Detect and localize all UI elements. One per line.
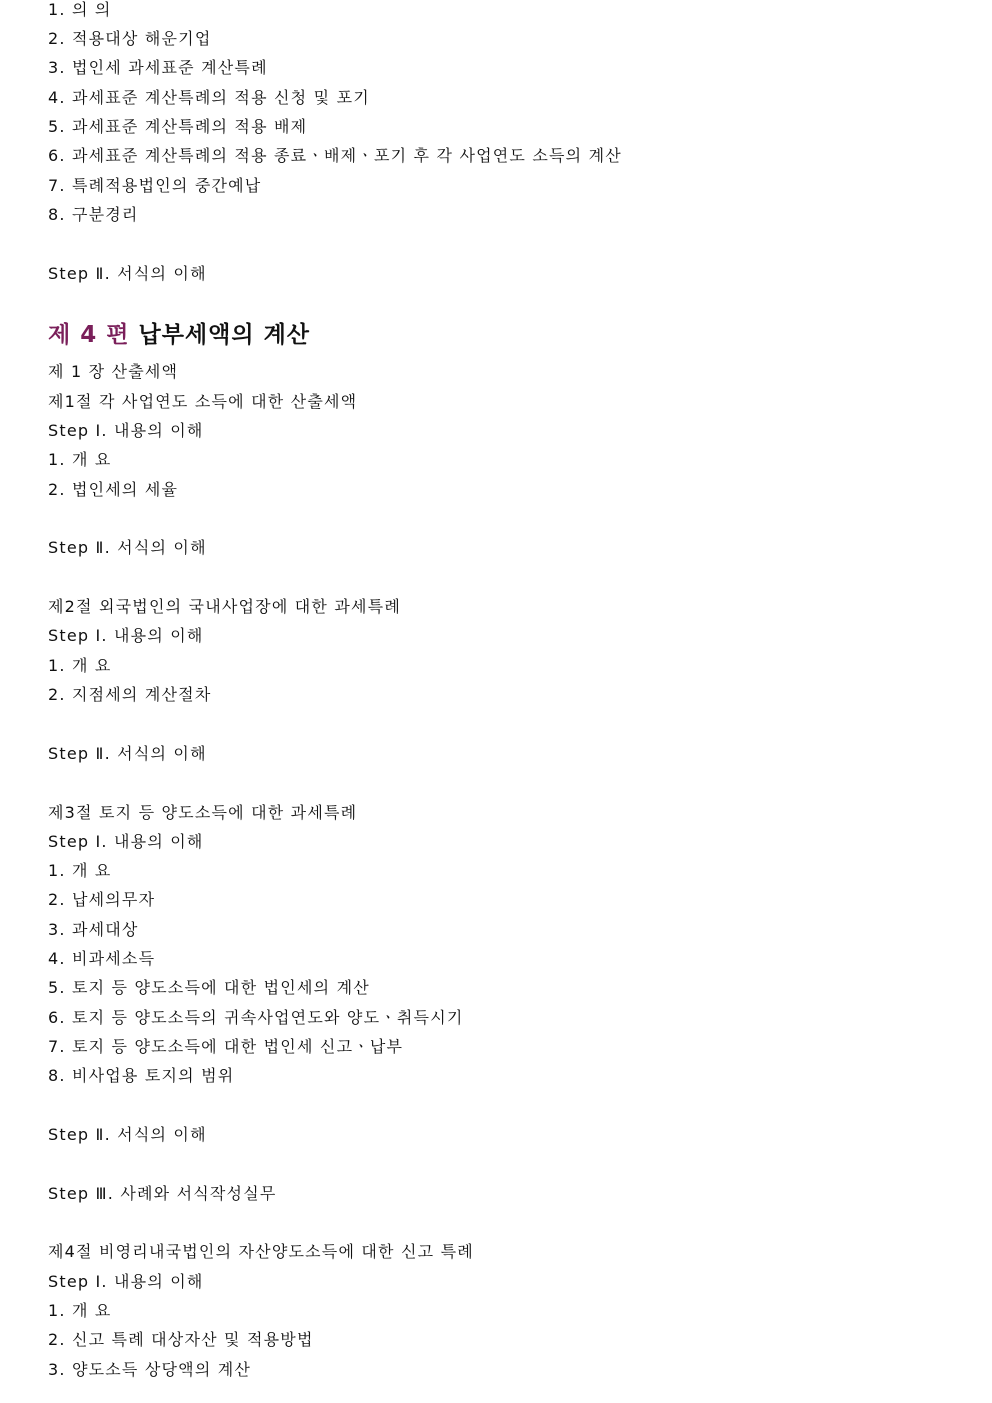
- part-title: [48, 320, 310, 350]
- toc-line: 1. 개 요: [48, 861, 112, 880]
- toc-line: 2. 적용대상 해운기업: [48, 29, 212, 48]
- toc-line: 6. 과세표준 계산특례의 적용 종료ㆍ배제ㆍ포기 후 각 사업연도 소득의 계산: [48, 146, 622, 165]
- toc-line: 4. 비과세소득: [48, 949, 156, 968]
- toc-line: 5. 과세표준 계산특례의 적용 배제: [48, 117, 308, 136]
- toc-line: Step Ⅲ. 사례와 서식작성실무: [48, 1184, 277, 1203]
- toc-line: Step Ⅱ. 서식의 이해: [48, 538, 207, 557]
- toc-line: Step Ⅱ. 서식의 이해: [48, 264, 207, 283]
- toc-line: 3. 과세대상: [48, 920, 139, 939]
- section-heading: 제4절 비영리내국법인의 자산양도소득에 대한 신고 특례: [48, 1242, 474, 1261]
- part-number: 제 4 편: [48, 322, 130, 348]
- toc-line: Step Ⅰ. 내용의 이해: [48, 832, 204, 851]
- toc-line: 2. 신고 특례 대상자산 및 적용방법: [48, 1330, 314, 1349]
- toc-line: 1. 개 요: [48, 656, 112, 675]
- section-heading: 제2절 외국법인의 국내사업장에 대한 과세특례: [48, 597, 401, 616]
- toc-line: 2. 법인세의 세율: [48, 480, 179, 499]
- toc-line: 3. 양도소득 상당액의 계산: [48, 1360, 252, 1379]
- toc-line: 1. 개 요: [48, 450, 112, 469]
- toc-line: Step Ⅰ. 내용의 이해: [48, 1272, 204, 1291]
- section-heading: 제1절 각 사업연도 소득에 대한 산출세액: [48, 392, 358, 411]
- toc-line: 7. 특례적용법인의 중간예납: [48, 176, 262, 195]
- toc-line: 2. 지점세의 계산절차: [48, 685, 212, 704]
- toc-line: 4. 과세표준 계산특례의 적용 신청 및 포기: [48, 88, 370, 107]
- toc-line: 3. 법인세 과세표준 계산특례: [48, 58, 268, 77]
- toc-line: Step Ⅰ. 내용의 이해: [48, 626, 204, 645]
- toc-line: 2. 납세의무자: [48, 890, 156, 909]
- section-heading: 제3절 토지 등 양도소득에 대한 과세특례: [48, 803, 358, 822]
- toc-line: 8. 비사업용 토지의 범위: [48, 1066, 235, 1085]
- toc-line: Step Ⅱ. 서식의 이해: [48, 1125, 207, 1144]
- toc-line: 7. 토지 등 양도소득에 대한 법인세 신고ㆍ납부: [48, 1037, 404, 1056]
- toc-line: 8. 구분경리: [48, 205, 139, 224]
- toc-line: Step Ⅱ. 서식의 이해: [48, 744, 207, 763]
- toc-line: Step Ⅰ. 내용의 이해: [48, 421, 204, 440]
- toc-line: 5. 토지 등 양도소득에 대한 법인세의 계산: [48, 978, 370, 997]
- part-name: 납부세액의 계산: [138, 322, 311, 348]
- chapter-heading: 제 1 장 산출세액: [48, 362, 179, 381]
- toc-line: 1. 개 요: [48, 1301, 112, 1320]
- toc-line: 1. 의 의: [48, 0, 112, 19]
- toc-line: 6. 토지 등 양도소득의 귀속사업연도와 양도ㆍ취득시기: [48, 1008, 464, 1027]
